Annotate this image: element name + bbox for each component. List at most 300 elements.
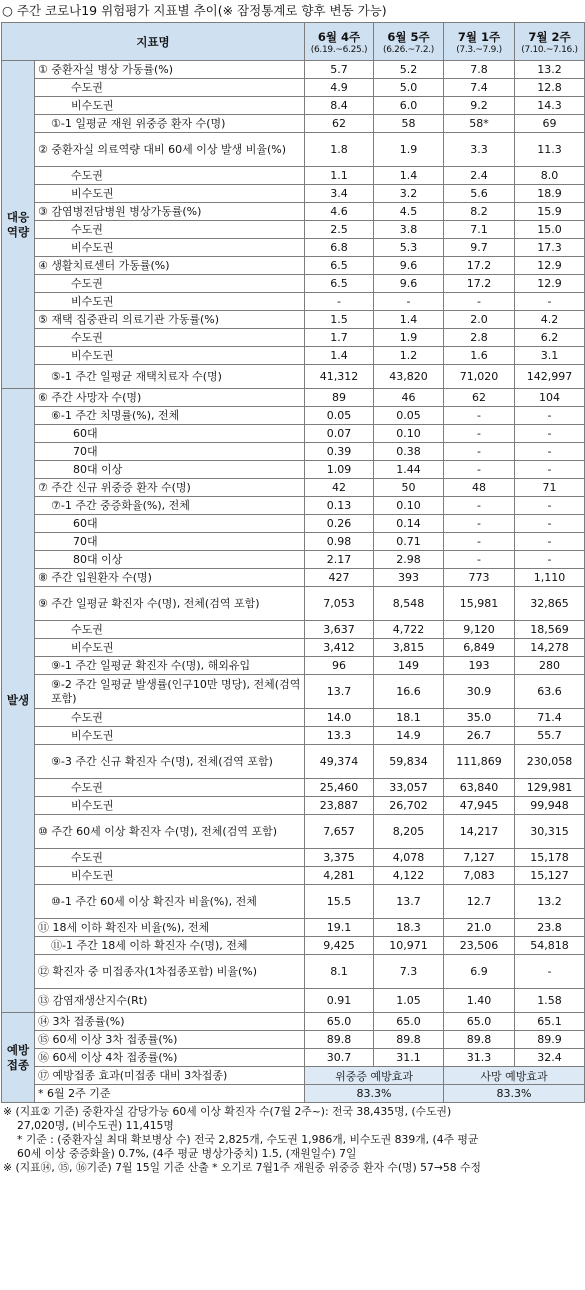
table-row bbox=[2, 779, 585, 797]
value-cell: 58* bbox=[444, 115, 515, 133]
value-cell: 30.9 bbox=[444, 675, 515, 709]
table-row bbox=[2, 849, 585, 867]
indicator-label: ④ 생활치료센터 가동률(%) bbox=[35, 257, 305, 275]
indicator-label: ③ 감염병전담병원 병상가동률(%) bbox=[35, 203, 305, 221]
value-cell: 1.9 bbox=[374, 133, 444, 167]
table-row bbox=[2, 257, 585, 275]
value-cell: 4.6 bbox=[305, 203, 374, 221]
indicator-label: ⑪-1 주간 18세 이하 확진자 수(명), 전체 bbox=[35, 937, 305, 955]
value-cell: 8.1 bbox=[305, 955, 374, 989]
value-cell: 3.8 bbox=[374, 221, 444, 239]
footnote-3: ※ (지표⑭, ⑮, ⑯기준) 7월 15일 기준 산출 * 오기로 7월1주 재원중 위중증 환자 수(명) 57→58 수정 bbox=[3, 1161, 481, 1174]
value-cell: 43,820 bbox=[374, 365, 444, 389]
value-cell: 96 bbox=[305, 657, 374, 675]
table-row bbox=[2, 293, 585, 311]
value-cell: 31.3 bbox=[444, 1049, 515, 1067]
indicator-label: ⑮ 60세 이상 3차 접종률(%) bbox=[35, 1031, 305, 1049]
header-indicator: 지표명 bbox=[2, 23, 305, 61]
value-cell: 18.1 bbox=[374, 709, 444, 727]
table-row bbox=[2, 329, 585, 347]
value-cell: 42 bbox=[305, 479, 374, 497]
value-cell: - bbox=[305, 293, 374, 311]
value-cell: - bbox=[374, 293, 444, 311]
table-row bbox=[2, 479, 585, 497]
value-cell: 3.2 bbox=[374, 185, 444, 203]
value-cell: 7.1 bbox=[444, 221, 515, 239]
value-cell: 32.4 bbox=[515, 1049, 585, 1067]
table-row bbox=[2, 1085, 585, 1103]
value-cell: 8.2 bbox=[444, 203, 515, 221]
header-week-4: 7월 2주 (7.10.~7.16.) bbox=[515, 23, 585, 61]
value-cell: 7,053 bbox=[305, 587, 374, 621]
table-row bbox=[2, 443, 585, 461]
value-cell: 1.40 bbox=[444, 989, 515, 1013]
value-cell: - bbox=[444, 533, 515, 551]
value-cell: 9.6 bbox=[374, 257, 444, 275]
value-cell: 62 bbox=[305, 115, 374, 133]
value-cell: 99,948 bbox=[515, 797, 585, 815]
table-row bbox=[2, 425, 585, 443]
value-cell: 4,281 bbox=[305, 867, 374, 885]
value-cell: 8,548 bbox=[374, 587, 444, 621]
table-row bbox=[2, 815, 585, 849]
value-cell: 1.09 bbox=[305, 461, 374, 479]
indicator-label: ⑬ 감염재생산지수(Rt) bbox=[35, 989, 305, 1013]
value-cell: - bbox=[444, 293, 515, 311]
value-cell: - bbox=[444, 515, 515, 533]
value-cell: 10,971 bbox=[374, 937, 444, 955]
value-cell: 1.4 bbox=[374, 167, 444, 185]
indicator-label: ⑥-1 주간 치명률(%), 전체 bbox=[35, 407, 305, 425]
value-cell: 2.4 bbox=[444, 167, 515, 185]
value-cell: 7,127 bbox=[444, 849, 515, 867]
page-title: ○ 주간 코로나19 위험평가 지표별 추이(※ 잠정통계로 향후 변동 가능) bbox=[2, 3, 387, 18]
indicator-label: 비수도권 bbox=[35, 293, 305, 311]
indicator-label: ⑧ 주간 입원환자 수(명) bbox=[35, 569, 305, 587]
value-cell: 14.3 bbox=[515, 97, 585, 115]
value-cell: - bbox=[444, 461, 515, 479]
value-cell: - bbox=[515, 955, 585, 989]
value-cell: 8.4 bbox=[305, 97, 374, 115]
indicator-label: 80대 이상 bbox=[35, 461, 305, 479]
value-cell: 15.5 bbox=[305, 885, 374, 919]
indicator-label: ⑦ 주간 신규 위중증 환자 수(명) bbox=[35, 479, 305, 497]
indicator-label: ① 중환자실 병상 가동률(%) bbox=[35, 61, 305, 79]
value-cell: 15,981 bbox=[444, 587, 515, 621]
value-cell: 4,122 bbox=[374, 867, 444, 885]
value-cell: 89.9 bbox=[515, 1031, 585, 1049]
value-cell: 3,375 bbox=[305, 849, 374, 867]
value-cell: 13.3 bbox=[305, 727, 374, 745]
value-cell: 193 bbox=[444, 657, 515, 675]
value-cell: 1.44 bbox=[374, 461, 444, 479]
value-cell: 23,506 bbox=[444, 937, 515, 955]
indicator-label: 비수도권 bbox=[35, 97, 305, 115]
value-cell: 30.7 bbox=[305, 1049, 374, 1067]
value-cell: 427 bbox=[305, 569, 374, 587]
severe-effect-value: 83.3% bbox=[305, 1085, 444, 1103]
value-cell: 71 bbox=[515, 479, 585, 497]
table-row bbox=[2, 311, 585, 329]
value-cell: 0.14 bbox=[374, 515, 444, 533]
table-row bbox=[2, 133, 585, 167]
table-row bbox=[2, 1031, 585, 1049]
value-cell: 18.3 bbox=[374, 919, 444, 937]
table-row bbox=[2, 955, 585, 989]
value-cell: - bbox=[515, 293, 585, 311]
value-cell: 71.4 bbox=[515, 709, 585, 727]
value-cell: - bbox=[444, 551, 515, 569]
value-cell: 6.2 bbox=[515, 329, 585, 347]
value-cell: 1.7 bbox=[305, 329, 374, 347]
value-cell: 3.4 bbox=[305, 185, 374, 203]
value-cell: - bbox=[515, 407, 585, 425]
value-cell: 773 bbox=[444, 569, 515, 587]
value-cell: 0.05 bbox=[374, 407, 444, 425]
value-cell: 35.0 bbox=[444, 709, 515, 727]
indicator-label: ⑯ 60세 이상 4차 접종률(%) bbox=[35, 1049, 305, 1067]
category-vaccination: 예방접종 bbox=[2, 1013, 35, 1103]
indicator-label: 수도권 bbox=[35, 221, 305, 239]
indicator-label: 수도권 bbox=[35, 709, 305, 727]
value-cell: 17.2 bbox=[444, 257, 515, 275]
indicator-label: ⑨ 주간 일평균 확진자 수(명), 전체(검역 포함) bbox=[35, 587, 305, 621]
indicator-label: 80대 이상 bbox=[35, 551, 305, 569]
indicator-label: 비수도권 bbox=[35, 347, 305, 365]
table-row bbox=[2, 1013, 585, 1031]
value-cell: 49,374 bbox=[305, 745, 374, 779]
value-cell: 33,057 bbox=[374, 779, 444, 797]
table-row bbox=[2, 221, 585, 239]
table-row bbox=[2, 621, 585, 639]
table-row bbox=[2, 79, 585, 97]
table-row bbox=[2, 885, 585, 919]
category-response: 대응역량 bbox=[2, 61, 35, 389]
value-cell: 65.1 bbox=[515, 1013, 585, 1031]
table-row bbox=[2, 675, 585, 709]
value-cell: 3.3 bbox=[444, 133, 515, 167]
value-cell: 13.2 bbox=[515, 61, 585, 79]
indicator-label: ⑨-3 주간 신규 확진자 수(명), 전체(검역 포함) bbox=[35, 745, 305, 779]
indicator-label: 수도권 bbox=[35, 779, 305, 797]
value-cell: - bbox=[515, 425, 585, 443]
indicator-label: 비수도권 bbox=[35, 867, 305, 885]
value-cell: 15.9 bbox=[515, 203, 585, 221]
value-cell: - bbox=[515, 533, 585, 551]
header-week-2: 6월 5주 (6.26.~7.2.) bbox=[374, 23, 444, 61]
indicator-label: 비수도권 bbox=[35, 185, 305, 203]
value-cell: 17.2 bbox=[444, 275, 515, 293]
value-cell: 393 bbox=[374, 569, 444, 587]
value-cell: 0.05 bbox=[305, 407, 374, 425]
table-row bbox=[2, 745, 585, 779]
table-row bbox=[2, 937, 585, 955]
value-cell: 0.98 bbox=[305, 533, 374, 551]
value-cell: 4.5 bbox=[374, 203, 444, 221]
value-cell: 2.8 bbox=[444, 329, 515, 347]
value-cell: - bbox=[444, 497, 515, 515]
indicator-label: ⑨-2 주간 일평균 발생률(인구10만 명당), 전체(검역 포함) bbox=[35, 675, 305, 709]
table-row bbox=[2, 461, 585, 479]
value-cell: 0.71 bbox=[374, 533, 444, 551]
value-cell: 1.58 bbox=[515, 989, 585, 1013]
indicator-label: ⑪ 18세 이하 확진자 비율(%), 전체 bbox=[35, 919, 305, 937]
value-cell: 4,722 bbox=[374, 621, 444, 639]
value-cell: 104 bbox=[515, 389, 585, 407]
value-cell: 1.8 bbox=[305, 133, 374, 167]
indicator-label: ⑫ 확진자 중 미접종자(1차접종포함) 비율(%) bbox=[35, 955, 305, 989]
value-cell: 54,818 bbox=[515, 937, 585, 955]
value-cell: 1.6 bbox=[444, 347, 515, 365]
value-cell: 14,217 bbox=[444, 815, 515, 849]
table-row bbox=[2, 203, 585, 221]
indicator-label: ⑤-1 주간 일평균 재택치료자 수(명) bbox=[35, 365, 305, 389]
value-cell: 14.9 bbox=[374, 727, 444, 745]
category-occurrence: 발생 bbox=[2, 389, 35, 1013]
value-cell: 47,945 bbox=[444, 797, 515, 815]
value-cell: 62 bbox=[444, 389, 515, 407]
value-cell: 6.9 bbox=[444, 955, 515, 989]
indicator-label: 수도권 bbox=[35, 621, 305, 639]
table-row bbox=[2, 515, 585, 533]
value-cell: 25,460 bbox=[305, 779, 374, 797]
death-effect-label: 사망 예방효과 bbox=[444, 1067, 585, 1085]
value-cell: 13.2 bbox=[515, 885, 585, 919]
footnote-2: * 기준 : (중환자실 최대 확보병상 수) 전국 2,825개, 수도권 1,986개, 비수도권 839개, (4주 평균 bbox=[17, 1133, 479, 1146]
value-cell: 5.3 bbox=[374, 239, 444, 257]
table-row bbox=[2, 1049, 585, 1067]
value-cell: - bbox=[515, 515, 585, 533]
table-row bbox=[2, 867, 585, 885]
table-row bbox=[2, 497, 585, 515]
table-row bbox=[2, 185, 585, 203]
table-row bbox=[2, 657, 585, 675]
value-cell: 19.1 bbox=[305, 919, 374, 937]
value-cell: 14.0 bbox=[305, 709, 374, 727]
value-cell: 12.7 bbox=[444, 885, 515, 919]
value-cell: 1,110 bbox=[515, 569, 585, 587]
value-cell: 12.8 bbox=[515, 79, 585, 97]
value-cell: 0.07 bbox=[305, 425, 374, 443]
value-cell: 1.5 bbox=[305, 311, 374, 329]
indicator-label: 60대 bbox=[35, 515, 305, 533]
table-row bbox=[2, 389, 585, 407]
value-cell: 59,834 bbox=[374, 745, 444, 779]
value-cell: 149 bbox=[374, 657, 444, 675]
table-row bbox=[2, 533, 585, 551]
indicator-label: 비수도권 bbox=[35, 639, 305, 657]
value-cell: 12.9 bbox=[515, 257, 585, 275]
table-row bbox=[2, 587, 585, 621]
indicator-label: ①-1 일평균 재원 위중증 환자 수(명) bbox=[35, 115, 305, 133]
value-cell: 18,569 bbox=[515, 621, 585, 639]
indicator-label: 수도권 bbox=[35, 849, 305, 867]
footnote-2-cont: 60세 이상 중증화율) 0.7%, (4주 평균 병상가중치) 1.5, (재원일수) 7일 bbox=[17, 1147, 357, 1160]
risk-indicator-table bbox=[1, 22, 585, 1103]
value-cell: 280 bbox=[515, 657, 585, 675]
indicator-label: 70대 bbox=[35, 443, 305, 461]
value-cell: 9.7 bbox=[444, 239, 515, 257]
effect-basis: * 6월 2주 기준 bbox=[35, 1085, 305, 1103]
value-cell: 89.8 bbox=[305, 1031, 374, 1049]
value-cell: 50 bbox=[374, 479, 444, 497]
value-cell: 15.0 bbox=[515, 221, 585, 239]
value-cell: - bbox=[444, 425, 515, 443]
value-cell: 7.8 bbox=[444, 61, 515, 79]
table-row bbox=[2, 989, 585, 1013]
value-cell: 2.98 bbox=[374, 551, 444, 569]
indicator-label: 수도권 bbox=[35, 275, 305, 293]
value-cell: 0.13 bbox=[305, 497, 374, 515]
indicator-label: 60대 bbox=[35, 425, 305, 443]
table-row bbox=[2, 167, 585, 185]
indicator-label: 수도권 bbox=[35, 167, 305, 185]
value-cell: 3,815 bbox=[374, 639, 444, 657]
table-row bbox=[2, 407, 585, 425]
indicator-label: 비수도권 bbox=[35, 239, 305, 257]
value-cell: 8.0 bbox=[515, 167, 585, 185]
value-cell: 31.1 bbox=[374, 1049, 444, 1067]
indicator-label: ⑩-1 주간 60세 이상 확진자 비율(%), 전체 bbox=[35, 885, 305, 919]
value-cell: 7,657 bbox=[305, 815, 374, 849]
value-cell: 0.38 bbox=[374, 443, 444, 461]
indicator-label: 수도권 bbox=[35, 329, 305, 347]
value-cell: 13.7 bbox=[305, 675, 374, 709]
value-cell: 5.0 bbox=[374, 79, 444, 97]
table-row bbox=[2, 551, 585, 569]
value-cell: 55.7 bbox=[515, 727, 585, 745]
indicator-label: ⑩ 주간 60세 이상 확진자 수(명), 전체(검역 포함) bbox=[35, 815, 305, 849]
value-cell: 6.8 bbox=[305, 239, 374, 257]
value-cell: 89 bbox=[305, 389, 374, 407]
value-cell: 63.6 bbox=[515, 675, 585, 709]
value-cell: 111,869 bbox=[444, 745, 515, 779]
value-cell: 12.9 bbox=[515, 275, 585, 293]
value-cell: 1.4 bbox=[305, 347, 374, 365]
value-cell: 16.6 bbox=[374, 675, 444, 709]
indicator-label: ⑦-1 주간 중증화율(%), 전체 bbox=[35, 497, 305, 515]
value-cell: 41,312 bbox=[305, 365, 374, 389]
value-cell: 89.8 bbox=[374, 1031, 444, 1049]
table-row bbox=[2, 239, 585, 257]
value-cell: 0.39 bbox=[305, 443, 374, 461]
value-cell: 3.1 bbox=[515, 347, 585, 365]
value-cell: 65.0 bbox=[374, 1013, 444, 1031]
value-cell: 18.9 bbox=[515, 185, 585, 203]
value-cell: 65.0 bbox=[305, 1013, 374, 1031]
value-cell: - bbox=[515, 443, 585, 461]
indicator-label: ⑥ 주간 사망자 수(명) bbox=[35, 389, 305, 407]
indicator-label: 70대 bbox=[35, 533, 305, 551]
value-cell: - bbox=[444, 443, 515, 461]
value-cell: 6,849 bbox=[444, 639, 515, 657]
value-cell: 4.9 bbox=[305, 79, 374, 97]
value-cell: 4.2 bbox=[515, 311, 585, 329]
value-cell: 46 bbox=[374, 389, 444, 407]
value-cell: 21.0 bbox=[444, 919, 515, 937]
table-row bbox=[2, 1067, 585, 1085]
value-cell: 9.2 bbox=[444, 97, 515, 115]
indicator-label: ② 중환자실 의료역량 대비 60세 이상 발생 비율(%) bbox=[35, 133, 305, 167]
value-cell: 5.6 bbox=[444, 185, 515, 203]
value-cell: 65.0 bbox=[444, 1013, 515, 1031]
effect-label: ⑰ 예방접종 효과(미접종 대비 3차접종) bbox=[35, 1067, 305, 1085]
table-row bbox=[2, 275, 585, 293]
value-cell: 3,637 bbox=[305, 621, 374, 639]
value-cell: - bbox=[515, 551, 585, 569]
value-cell: 13.7 bbox=[374, 885, 444, 919]
value-cell: - bbox=[515, 497, 585, 515]
value-cell: 1.4 bbox=[374, 311, 444, 329]
value-cell: 11.3 bbox=[515, 133, 585, 167]
value-cell: 17.3 bbox=[515, 239, 585, 257]
value-cell: 69 bbox=[515, 115, 585, 133]
value-cell: - bbox=[515, 461, 585, 479]
value-cell: 63,840 bbox=[444, 779, 515, 797]
table-row bbox=[2, 97, 585, 115]
table-row bbox=[2, 61, 585, 79]
table-row bbox=[2, 365, 585, 389]
value-cell: 15,127 bbox=[515, 867, 585, 885]
value-cell: 6.5 bbox=[305, 275, 374, 293]
value-cell: 2.5 bbox=[305, 221, 374, 239]
indicator-label: ⑭ 3차 접종률(%) bbox=[35, 1013, 305, 1031]
value-cell: - bbox=[444, 407, 515, 425]
value-cell: 9,120 bbox=[444, 621, 515, 639]
death-effect-value: 83.3% bbox=[444, 1085, 585, 1103]
value-cell: 9.6 bbox=[374, 275, 444, 293]
value-cell: 0.10 bbox=[374, 497, 444, 515]
indicator-label: 비수도권 bbox=[35, 727, 305, 745]
value-cell: 26,702 bbox=[374, 797, 444, 815]
table-row bbox=[2, 727, 585, 745]
footnotes bbox=[0, 1103, 585, 1175]
value-cell: 5.2 bbox=[374, 61, 444, 79]
severe-effect-label: 위중증 예방효과 bbox=[305, 1067, 444, 1085]
value-cell: 2.0 bbox=[444, 311, 515, 329]
table-row bbox=[2, 797, 585, 815]
table-row bbox=[2, 115, 585, 133]
value-cell: 0.26 bbox=[305, 515, 374, 533]
value-cell: 1.9 bbox=[374, 329, 444, 347]
value-cell: 6.5 bbox=[305, 257, 374, 275]
value-cell: 0.10 bbox=[374, 425, 444, 443]
indicator-label: ⑤ 재택 집중관리 의료기관 가동률(%) bbox=[35, 311, 305, 329]
value-cell: 30,315 bbox=[515, 815, 585, 849]
table-row bbox=[2, 919, 585, 937]
table-row bbox=[2, 709, 585, 727]
value-cell: 14,278 bbox=[515, 639, 585, 657]
value-cell: 58 bbox=[374, 115, 444, 133]
value-cell: 48 bbox=[444, 479, 515, 497]
value-cell: 1.05 bbox=[374, 989, 444, 1013]
value-cell: 7.4 bbox=[444, 79, 515, 97]
value-cell: 26.7 bbox=[444, 727, 515, 745]
indicator-label: 수도권 bbox=[35, 79, 305, 97]
table-row bbox=[2, 569, 585, 587]
value-cell: 89.8 bbox=[444, 1031, 515, 1049]
value-cell: 2.17 bbox=[305, 551, 374, 569]
table-row bbox=[2, 639, 585, 657]
value-cell: 0.91 bbox=[305, 989, 374, 1013]
value-cell: 6.0 bbox=[374, 97, 444, 115]
value-cell: 8,205 bbox=[374, 815, 444, 849]
value-cell: 1.2 bbox=[374, 347, 444, 365]
value-cell: 9,425 bbox=[305, 937, 374, 955]
indicator-label: 비수도권 bbox=[35, 797, 305, 815]
value-cell: 7.3 bbox=[374, 955, 444, 989]
table-row bbox=[2, 347, 585, 365]
